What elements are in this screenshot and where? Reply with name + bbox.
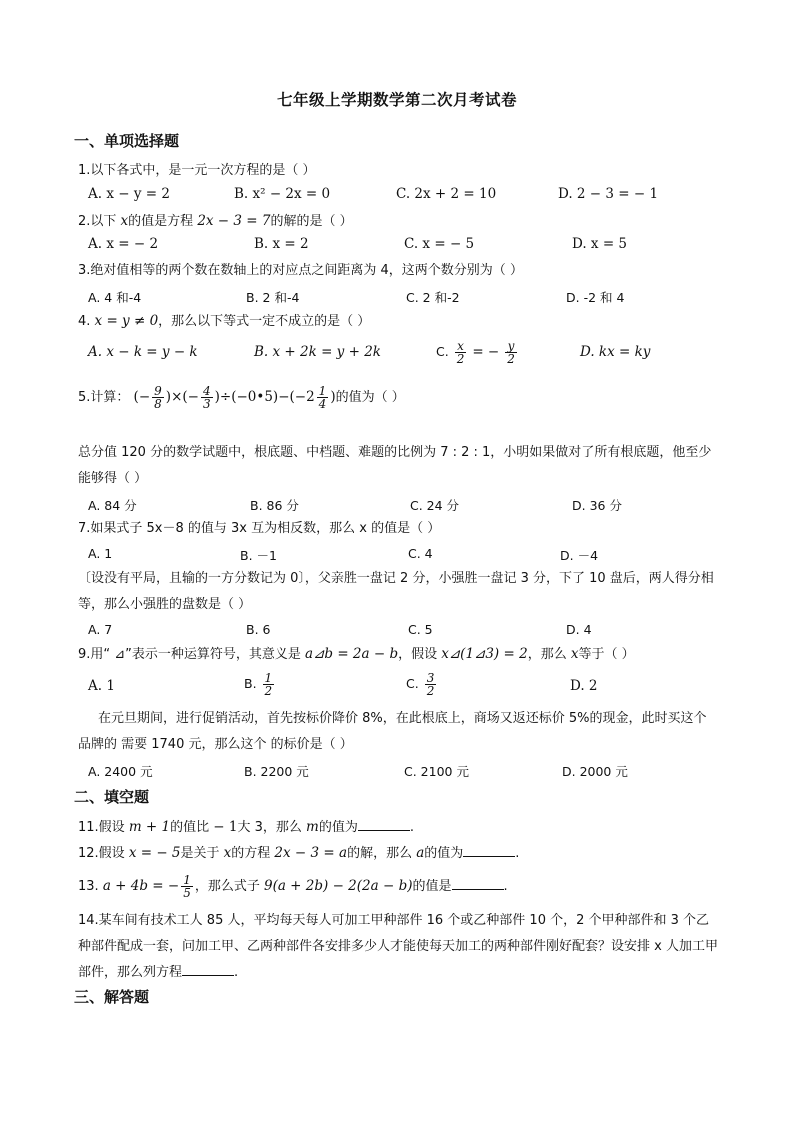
numerator: 9 (154, 384, 162, 398)
q9-text: 9.用“ ⊿”表示一种运算符号，其意义是 (78, 647, 306, 662)
q4-condition: x = y ≠ 0 (94, 313, 159, 329)
q6-option-a[interactable]: A. 84 分 (88, 498, 137, 513)
question-8: 〔设没有平局，且输的一方分数记为 0〕，父亲胜一盘记 2 分，小强胜一盘记 3 分，下了 10 盘后，两人得分相等，那么小强胜的盘数是（ ） (78, 571, 714, 612)
question-1: 1.以下各式中，是一元一次方程的是（ ） (78, 163, 316, 178)
q2-text: 的值是方程 (128, 214, 198, 229)
q2-option-a[interactable]: A. x = − 2 (88, 236, 159, 252)
q9-condition: x⊿(1⊿3) = 2 (441, 646, 528, 662)
q4-option-c-eq: = − (472, 344, 500, 360)
q5-paren: ) (214, 389, 220, 405)
q5-text: 的值为（ ） (335, 390, 405, 405)
numerator: 3 (426, 671, 435, 685)
numerator: 1 (318, 384, 327, 398)
q6-options (88, 496, 728, 516)
q9-text: 等于（ ） (578, 647, 635, 662)
q2-option-d[interactable]: D. x = 5 (572, 236, 628, 252)
q11-number: − 1 (213, 819, 238, 835)
q4-text: 4. (78, 314, 95, 329)
q10-option-d[interactable]: D. 2000 元 (562, 764, 628, 779)
q8-option-c[interactable]: C. 5 (408, 622, 433, 637)
q11-text: 的值为 (318, 820, 358, 835)
denominator: 2 (507, 352, 515, 366)
denominator: 2 (264, 684, 273, 698)
question-12 (78, 844, 519, 863)
answer-blank[interactable] (182, 963, 234, 976)
denominator: 3 (202, 397, 211, 411)
q11-expression: m + 1 (128, 819, 171, 835)
q4-option-a[interactable]: A. x − k = y − k (88, 344, 198, 360)
question-5 (78, 384, 405, 411)
q2-var: x (120, 213, 129, 229)
q11-text: 11.假设 (78, 820, 129, 835)
q5-paren: (− (182, 389, 199, 405)
q5-expression: ÷(−0•5)− (219, 389, 290, 405)
q8-option-a[interactable]: A. 7 (88, 622, 113, 637)
q9-text: ，假设 (398, 647, 442, 662)
denominator: 5 (183, 886, 191, 900)
q5-text: 5.计算： (78, 390, 130, 405)
q11-var: m (306, 819, 319, 835)
q12-text: 的方程 (231, 846, 275, 861)
q9-options (88, 672, 728, 704)
q11-text: 的值比 (170, 820, 214, 835)
fraction-y-over-2 (505, 340, 517, 365)
q2-option-b[interactable]: B. x = 2 (254, 236, 309, 252)
q10-options (88, 762, 728, 782)
question-6: 总分值 120 分的数学试题中，根底题、中档题、难题的比例为 7 : 2 : 1，小明如果做对了所有根底题，他至少能够得（ ） (78, 445, 712, 486)
fraction-3-over-2 (425, 672, 437, 697)
q13-text: 13. (78, 879, 103, 894)
q5-paren: ) (330, 389, 336, 405)
q13-expression: a + 4b = − (102, 878, 180, 894)
q12-equation: 2x − 3 = a (274, 845, 348, 861)
q12-text: 是关于 (180, 846, 224, 861)
numerator: y (505, 340, 517, 353)
q4-option-d[interactable]: D. kx = ky (580, 344, 651, 360)
q9-option-b-label: B. (244, 676, 257, 691)
answer-blank[interactable] (452, 877, 504, 890)
section-heading: 一、单项选择题 (74, 132, 180, 150)
q8-option-b[interactable]: B. 6 (246, 622, 271, 637)
q9-text: ，那么 (527, 647, 571, 662)
fraction-9-over-8 (152, 385, 164, 410)
q9-var: x (570, 646, 579, 662)
q12-var: x (223, 845, 232, 861)
q9-option-d[interactable]: D. 2 (570, 678, 598, 694)
q3-option-d[interactable]: D. -2 和 4 (566, 290, 625, 305)
q7-option-d[interactable]: D. －4 (560, 548, 599, 563)
denominator: 2 (456, 352, 465, 366)
q5-paren: ) (165, 389, 172, 405)
q7-option-b[interactable]: B. －1 (240, 548, 277, 563)
q1-option-b[interactable]: B. x² − 2x = 0 (234, 186, 331, 202)
q4-text: ，那么以下等式一定不成立的是（ ） (158, 314, 371, 329)
q6-option-d[interactable]: D. 36 分 (572, 498, 622, 513)
q9-option-c[interactable] (406, 672, 438, 697)
denominator: 2 (426, 684, 435, 698)
q5-mixed-number: (−2 (289, 389, 315, 405)
q2-text: 2.以下 (78, 214, 121, 229)
q12-expression: x = − 5 (128, 845, 181, 861)
q4-option-c[interactable] (436, 340, 519, 365)
q10-option-c[interactable]: C. 2100 元 (404, 764, 469, 779)
fraction-x-over-2 (455, 340, 467, 365)
q3-option-b[interactable]: B. 2 和-4 (246, 290, 300, 305)
fraction-1-over-2 (263, 672, 275, 697)
q5-paren: (− (133, 389, 151, 405)
q12-text: . (515, 846, 520, 861)
answer-blank[interactable] (358, 818, 410, 831)
q1-option-d[interactable]: D. 2 − 3 = − 1 (558, 186, 659, 202)
fraction-4-over-3 (201, 385, 213, 410)
question-3: 3.绝对值相等的两个数在数轴上的对应点之间距离为 4，这两个数分别为（ ） (78, 263, 523, 278)
q9-option-b[interactable] (244, 672, 276, 697)
q13-text: . (503, 879, 508, 894)
q4-option-b[interactable]: B. x + 2k = y + 2k (254, 344, 381, 360)
question-4 (78, 312, 370, 331)
q2-options (88, 236, 728, 256)
q2-text: 的解的是（ ） (270, 214, 353, 229)
q11-text: . (409, 820, 414, 835)
q1-option-a[interactable]: A. x − y = 2 (88, 186, 170, 202)
q8-option-d[interactable]: D. 4 (566, 622, 592, 637)
q11-text: 大 3，那么 (237, 820, 306, 835)
q3-option-c[interactable]: C. 2 和-2 (406, 290, 460, 305)
q13-text: ，那么式子 (194, 879, 264, 894)
numerator: 1 (264, 671, 273, 685)
q1-option-c[interactable]: C. 2x + 2 = 10 (396, 186, 497, 202)
q14-text: 14.某车间有技术工人 85 人，平均每天每人可加工甲种部件 16 个或乙种部件 10 个，2 个甲种部件和 3 个乙种部件配成一套，问加工甲、乙两种部件各安排多少人才能使每天加工的两种部件刚好配套？设安排 x 人加工甲部件，那么列方程 (78, 913, 718, 980)
q12-var: a (416, 845, 425, 861)
q9-definition: a⊿b = 2a − b (305, 646, 399, 662)
question-2 (78, 212, 353, 231)
q6-option-c[interactable]: C. 24 分 (410, 498, 460, 513)
q9-option-a[interactable]: A. 1 (88, 678, 115, 694)
q2-option-c[interactable]: C. x = − 5 (404, 236, 475, 252)
question-7: 7.如果式子 5x－8 的值与 3x 互为相反数，那么 x 的值是（ ） (78, 521, 441, 536)
question-9 (78, 645, 635, 664)
denominator: 4 (318, 397, 327, 411)
q7-option-a[interactable]: A. 1 (88, 546, 113, 561)
q12-text: 的值为 (424, 846, 464, 861)
question-10: 在元旦期间，进行促销活动，首先按标价降价 8%，在此根底上，商场又返还标价 5%的现金，此时买这个品牌的 需要 1740 元，那么这个 的标价是（ ） (78, 711, 707, 752)
q4-options (88, 340, 728, 372)
question-11 (78, 818, 414, 837)
section-heading: 二、填空题 (74, 788, 150, 806)
question-13 (78, 872, 508, 901)
q7-options (88, 546, 728, 566)
q3-option-a[interactable]: A. 4 和-4 (88, 290, 142, 305)
page-title: 七年级上学期数学第二次月考试卷 (276, 91, 517, 109)
q1-options (88, 186, 728, 206)
question-14 (78, 908, 718, 986)
q9-option-c-label: C. (406, 676, 419, 691)
q6-option-b[interactable]: B. 86 分 (250, 498, 299, 513)
section-heading: 三、解答题 (74, 988, 150, 1006)
q2-equation: 2x − 3 = 7 (197, 213, 271, 229)
q14-text: . (234, 965, 239, 980)
fraction-1-over-4 (317, 385, 329, 410)
q8-options (88, 622, 728, 642)
q5-operator: × (171, 389, 183, 405)
q4-option-c-label: C. (436, 344, 449, 359)
denominator: 8 (154, 397, 162, 411)
answer-blank[interactable] (463, 844, 515, 857)
numerator: 4 (202, 384, 211, 398)
fraction-1-over-5 (181, 874, 193, 899)
q3-options (88, 288, 728, 308)
q12-text: 12.假设 (78, 846, 129, 861)
numerator: x (455, 340, 467, 353)
q7-option-c[interactable]: C. 4 (408, 546, 433, 561)
q13-expression: 9(a + 2b) − 2(2a − b) (263, 878, 413, 894)
q10-option-b[interactable]: B. 2200 元 (244, 764, 309, 779)
numerator: 1 (183, 873, 191, 887)
q10-option-a[interactable]: A. 2400 元 (88, 764, 153, 779)
q12-text: 的解，那么 (347, 846, 417, 861)
q13-text: 的值是 (412, 879, 452, 894)
